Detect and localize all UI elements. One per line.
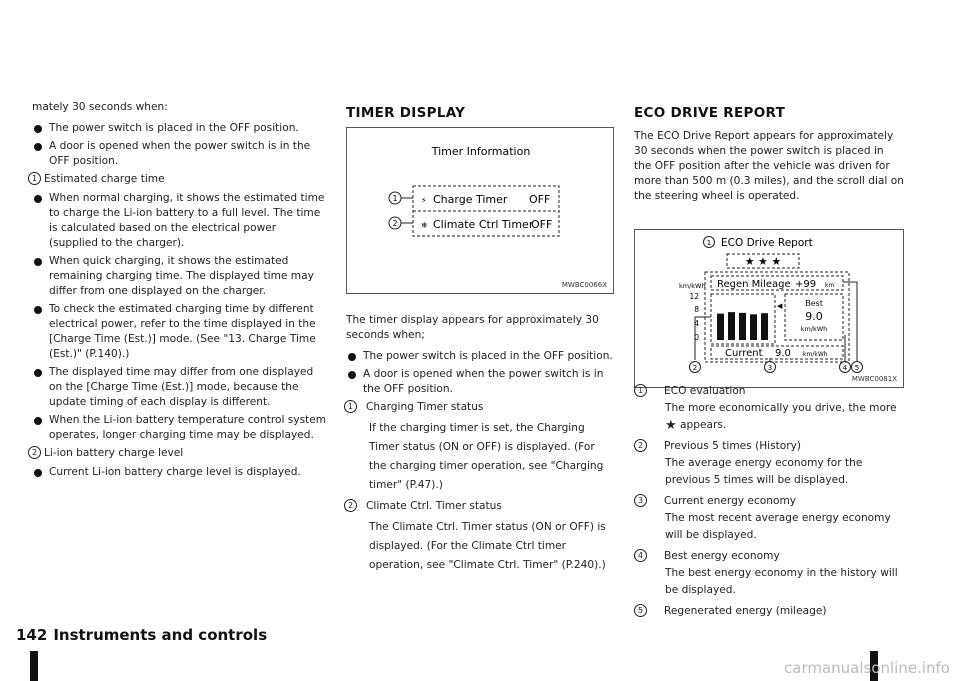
list-item: To check the estimated charging time by different electrical power, refer to the time displayed in the [Charge Time (Est.)] mode. (See "13. Charge Time (Est.)" (P.140).)	[32, 302, 328, 362]
middle-text	[346, 313, 614, 575]
timer-item-1: 1 Charging Timer status	[344, 400, 614, 415]
binding-mark-left	[30, 651, 38, 681]
svg-text:2: 2	[392, 219, 398, 228]
section-heading-eco: ECO DRIVE REPORT	[634, 105, 786, 121]
svg-text:1: 1	[392, 194, 398, 203]
best-marker-icon: ◀	[777, 302, 783, 310]
eco-title: ECO Drive Report	[721, 237, 813, 249]
charge-timer-value: OFF	[529, 193, 551, 206]
regen-label: Regen Mileage	[717, 279, 791, 290]
list-item: The displayed time may differ from one displayed on the [Charge Time (Est.)] mode, because the update timing of each display is different.	[32, 365, 328, 410]
best-label: Best	[805, 299, 823, 308]
list-item: A door is opened when the power switch is in the OFF position.	[32, 139, 328, 169]
svg-text:1: 1	[706, 239, 712, 247]
eco-item-1: 1 ECO evaluation	[634, 383, 906, 400]
current-unit: km/kWh	[803, 351, 828, 358]
history-bar	[728, 312, 735, 340]
current-value: 9.0	[775, 348, 791, 359]
best-unit: km/kWh	[800, 325, 828, 333]
history-bar	[761, 313, 768, 340]
section-name: Instruments and controls	[53, 626, 268, 644]
svg-text:4: 4	[842, 364, 848, 372]
axis-tick: 0	[694, 333, 699, 342]
axis-tick: 8	[694, 305, 699, 314]
timer-title: Timer Information	[431, 145, 531, 158]
figure-code: MWBC0081X	[851, 375, 897, 383]
list-item: The power switch is placed in the OFF position.	[32, 121, 328, 136]
history-bar	[717, 314, 724, 340]
eco-item-2: 2 Previous 5 times (History)	[634, 438, 906, 455]
svg-text:2: 2	[692, 364, 698, 372]
page-footer	[16, 626, 267, 644]
star-icon: ★	[665, 418, 677, 433]
callout-3-icon: 3	[634, 494, 647, 507]
climate-timer-value: OFF	[531, 218, 553, 231]
svg-text:5: 5	[854, 364, 860, 372]
section-heading-timer: TIMER DISPLAY	[346, 105, 466, 121]
eco-item-1-desc: The more economically you drive, the more ★ appears.	[665, 402, 897, 433]
timer-figure	[346, 127, 614, 294]
list-item: When the Li-ion battery temperature control system operates, longer charging time may be displayed.	[32, 413, 328, 443]
history-bars	[717, 312, 768, 340]
callout-2-icon: 2	[634, 439, 647, 452]
left-column	[32, 100, 328, 483]
list-item: When normal charging, it shows the estimated time to charge the Li-ion battery to a full level. The time is calculated based on the electrical power (supplied to the charger).	[32, 191, 328, 251]
callout-4-icon: 4	[634, 549, 647, 562]
axis-tick: 4	[694, 319, 699, 328]
eco-item-2-desc: The average energy economy for the previous 5 times will be displayed.	[665, 457, 863, 486]
list-item: Current Li-ion battery charge level is displayed.	[32, 465, 328, 480]
best-value: 9.0	[805, 310, 823, 323]
eco-figure	[634, 229, 904, 388]
timer-item-1-desc: If the charging timer is set, the Charging Timer status (ON or OFF) is displayed. (For the charging timer operation, see "Charging timer" (P.47).)	[369, 422, 604, 491]
eco-item-4: 4 Best energy economy	[634, 548, 906, 565]
callout-5-icon: 5	[634, 604, 647, 617]
item-battery-charge-level: 2 Li-ion battery charge level	[28, 446, 328, 461]
left-intro: mately 30 seconds when:	[32, 101, 168, 113]
charge-timer-label: Charge Timer	[433, 193, 508, 206]
callout-2-icon: 2	[28, 446, 41, 459]
eco-item-5: 5 Regenerated energy (mileage)	[634, 603, 906, 620]
figure-code: MWBC0066X	[561, 281, 607, 289]
timer-intro: The timer display appears for approximately 30 seconds when;	[346, 314, 599, 341]
eco-item-3-desc: The most recent average energy economy will be displayed.	[665, 512, 891, 541]
callout-1-icon: 1	[28, 172, 41, 185]
timer-illustration	[347, 128, 613, 293]
watermark: carmanualsonline.info	[784, 659, 950, 677]
climate-timer-label: Climate Ctrl Timer	[433, 218, 534, 231]
climate-icon: ❄	[421, 221, 428, 230]
svg-text:3: 3	[767, 364, 773, 372]
page-number: 142	[16, 626, 48, 644]
list-item: When quick charging, it shows the estimated remaining charging time. The displayed time may differ from one displayed on the charger.	[32, 254, 328, 299]
history-bar	[739, 313, 746, 340]
eco-items	[634, 383, 906, 620]
eco-illustration	[635, 230, 903, 387]
axis-tick: 12	[689, 292, 699, 301]
callout-2-icon: 2	[344, 499, 357, 512]
current-label: Current	[725, 348, 763, 359]
list-item: The power switch is placed in the OFF position.	[346, 349, 614, 364]
unit-label: km/kWh	[679, 282, 706, 290]
eco-item-3: 3 Current energy economy	[634, 493, 906, 510]
regen-value: +99	[795, 279, 817, 290]
list-item: A door is opened when the power switch is in the OFF position.	[346, 367, 614, 397]
callout-1-icon: 1	[634, 384, 647, 397]
history-bar	[750, 314, 757, 340]
item-estimated-charge-time: 1 Estimated charge time	[28, 172, 328, 187]
regen-unit: km	[825, 282, 835, 289]
stars-icon: ★ ★ ★	[744, 255, 782, 268]
eco-intro: The ECO Drive Report appears for approximately 30 seconds when the power switch is placed in the OFF position after the vehicle was driven for more than 500 m (0.3 miles), and the scroll dial on the steering wheel is operated.	[634, 130, 904, 202]
eco-item-4-desc: The best energy economy in the history will be displayed.	[665, 567, 898, 596]
timer-item-2-desc: The Climate Ctrl. Timer status (ON or OFF) is displayed. (For the Climate Ctrl timer operation, see "Climate Ctrl. Timer" (P.240).)	[369, 521, 606, 571]
callout-1-icon: 1	[344, 400, 357, 413]
plug-icon: ⚡	[421, 196, 427, 205]
timer-item-2: 2 Climate Ctrl. Timer status	[344, 499, 614, 514]
right-column	[634, 100, 904, 204]
